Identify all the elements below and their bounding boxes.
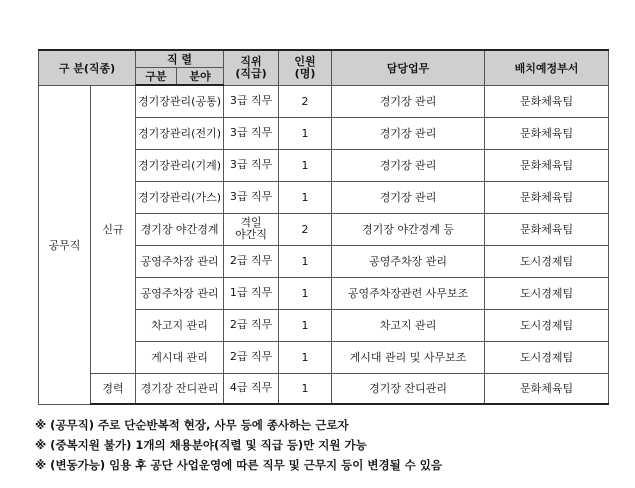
- cell-count: 1: [279, 149, 332, 181]
- cell-duty: 경기장 야간경계 등: [332, 213, 485, 245]
- cell-dept: 도시경제팀: [485, 309, 609, 341]
- cell-dept: 문화체육팀: [485, 117, 609, 149]
- cell-position: 3급 직무: [224, 85, 279, 117]
- cell-dept: 문화체육팀: [485, 181, 609, 213]
- note-item: ※ (중복지원 불가) 1개의 채용분야(직렬 및 직급 등)만 지원 가능: [35, 438, 367, 452]
- cell-career: 경력: [91, 373, 136, 404]
- header-series-sub1: 구분: [136, 68, 177, 84]
- cell-position: 2급 직무: [224, 309, 279, 341]
- cell-count: 1: [279, 181, 332, 213]
- cell-dept: 문화체육팀: [485, 213, 609, 245]
- recruitment-table: [38, 49, 609, 405]
- cell-new: 신규: [91, 85, 136, 373]
- cell-series: 경기장관리(공통): [136, 85, 224, 117]
- cell-duty: 차고지 관리: [332, 309, 485, 341]
- header-category: 구 분(직종): [39, 50, 136, 85]
- cell-count: 2: [279, 213, 332, 245]
- cell-dept: 도시경제팀: [485, 277, 609, 309]
- cell-duty: 경기장 잔디관리: [332, 373, 485, 404]
- cell-series: 차고지 관리: [136, 309, 224, 341]
- header-dept: 배치예정부서: [485, 50, 609, 85]
- cell-count: 1: [279, 277, 332, 309]
- cell-series: 경기장관리(전기): [136, 117, 224, 149]
- header-series: 직 렬: [136, 50, 224, 68]
- cell-duty: 경기장 관리: [332, 149, 485, 181]
- cell-position: 격일 야간직: [224, 213, 279, 245]
- cell-position: 3급 직무: [224, 149, 279, 181]
- notes: [35, 415, 442, 475]
- header-series-sub2: 분야: [189, 70, 211, 83]
- cell-count: 1: [279, 341, 332, 373]
- cell-dept: 문화체육팀: [485, 85, 609, 117]
- note-item: ※ (변동가능) 임용 후 공단 사업운영에 따른 직무 및 근무지 등이 변경될 수 있음: [35, 458, 443, 472]
- cell-series: 경기장관리(가스): [136, 181, 224, 213]
- cell-series: 공영주차장 관리: [136, 277, 224, 309]
- cell-series: 게시대 관리: [136, 341, 224, 373]
- cell-count: 1: [279, 309, 332, 341]
- cell-position: 2급 직무: [224, 245, 279, 277]
- header-position: 직위 (직급): [224, 50, 279, 85]
- cell-count: 1: [279, 373, 332, 404]
- cell-position: 4급 직무: [224, 373, 279, 404]
- header-series-sub: [136, 68, 224, 86]
- cell-series: 경기장 야간경계: [136, 213, 224, 245]
- cell-position: 3급 직무: [224, 181, 279, 213]
- cell-dept: 도시경제팀: [485, 245, 609, 277]
- cell-dept: 문화체육팀: [485, 373, 609, 404]
- header-duty: 담당업무: [332, 50, 485, 85]
- cell-position: 1급 직무: [224, 277, 279, 309]
- cell-position: 3급 직무: [224, 117, 279, 149]
- cell-duty: 공영주차장관련 사무보조: [332, 277, 485, 309]
- cell-duty: 공영주차장 관리: [332, 245, 485, 277]
- cell-duty: 경기장 관리: [332, 181, 485, 213]
- header-count: 인원 (명): [279, 50, 332, 85]
- cell-type: 공무직: [39, 85, 91, 404]
- cell-duty: 경기장 관리: [332, 85, 485, 117]
- cell-duty: 경기장 관리: [332, 117, 485, 149]
- table-row: [39, 85, 609, 117]
- table-body: [39, 85, 609, 404]
- cell-dept: 문화체육팀: [485, 149, 609, 181]
- cell-position: 2급 직무: [224, 341, 279, 373]
- cell-dept: 도시경제팀: [485, 341, 609, 373]
- cell-count: 2: [279, 85, 332, 117]
- note-item: ※ (공무직) 주로 단순반복적 현장, 사무 등에 종사하는 근로자: [35, 418, 349, 432]
- cell-count: 1: [279, 245, 332, 277]
- table-row: [39, 373, 609, 404]
- cell-count: 1: [279, 117, 332, 149]
- cell-duty: 게시대 관리 및 사무보조: [332, 341, 485, 373]
- cell-series: 경기장 잔디관리: [136, 373, 224, 404]
- cell-series: 공영주차장 관리: [136, 245, 224, 277]
- cell-series: 경기장관리(기계): [136, 149, 224, 181]
